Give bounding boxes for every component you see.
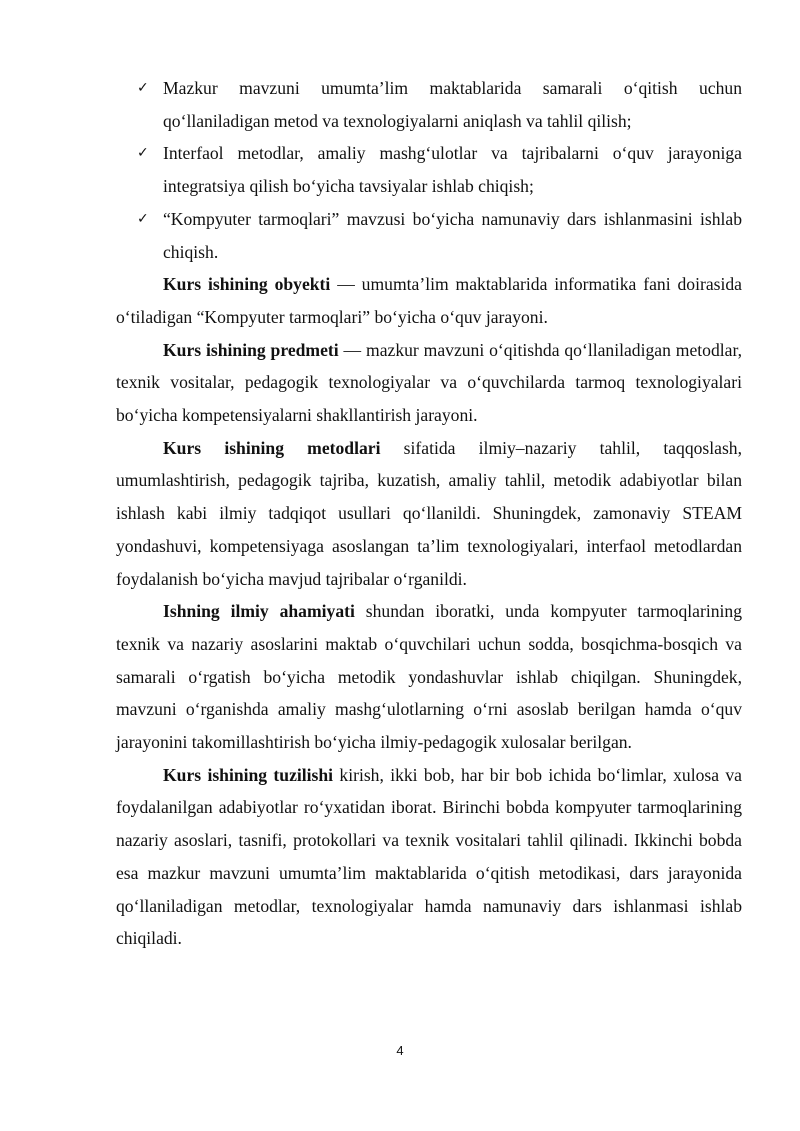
check-icon: ✓ <box>137 145 149 162</box>
paragraph-heading: Kurs ishining tuzilishi <box>163 764 334 785</box>
paragraph-text: sifatida ilmiy–nazariy tahlil, taqqoslash, umumlashtirish, pedagogik tajriba, kuzatish, amaliy tahlil, metodik adabiyotlar bilan ishlash kabi ilmiy tadqiqot usullari qo‘llanildi. Shuningdek, zamonaviy STEAM yondashuvi, kompetensiyaga asoslangan ta’lim texnologiyalari, interfaol metodlardan foydalanish bo‘yicha mavjud tajribalar o‘rganildi. <box>116 437 743 589</box>
paragraph-text: shundan iboratki, unda kompyuter tarmoqlarining texnik va nazariy asoslarini maktab o‘quvchilari uchun sodda, bosqichma-bosqich va samarali o‘rgatish bo‘yicha metodik yondashuvlar ishlab chiqilgan. Shuningdek, mavzuni o‘rganishda amaliy mashg‘ulotlarning o‘rni asoslab berilgan hamda o‘quv jarayonini takomillashtirish bo‘yicha ilmiy-pedagogik xulosalar berilgan. <box>116 601 742 753</box>
check-icon: ✓ <box>137 80 149 96</box>
list-item-text: Mazkur mavzuni umumta’lim maktablarida samarali o‘qitish uchun qo‘llaniladigan metod va texnologiyalarni aniqlash va tahlil qilish; <box>163 78 742 131</box>
list-item-text: Interfaol metodlar, amaliy mashg‘ulotlar va tajribalarni o‘quv jarayoniga integratsiya qilish bo‘yicha tavsiyalar ishlab chiqish; <box>163 143 742 197</box>
list-item-text: “Kompyuter tarmoqlari” mavzusi bo‘yicha namunaviy dars ishlanmasini ishlab chiqish. <box>163 208 742 262</box>
document-page <box>116 72 742 955</box>
paragraph-subject <box>116 334 742 432</box>
paragraph-heading: Kurs ishining metodlari <box>163 437 381 458</box>
paragraph-text: kirish, ikki bob, har bir bob ichida bo‘limlar, xulosa va foydalanilgan adabiyotlar ro‘yxatidan iborat. Birinchi bobda kompyuter tarmoqlarining nazariy asoslari, tasnifi, protokollari va texnik vositalari tahlil qilinadi. Ikkinchi bobda esa mazkur mavzuni umumta’lim maktablarida o‘qitish metodikasi, dars jarayonida qo‘llaniladigan metodlar, texnologiyalar hamda namunaviy dars ishlanmasi ishlab chiqiladi. <box>116 764 742 949</box>
list-item <box>116 72 742 137</box>
paragraph-structure <box>116 759 742 955</box>
list-item <box>116 203 742 268</box>
page-number: 4 <box>396 1043 404 1058</box>
paragraph-text: — mazkur mavzuni o‘qitishda qo‘llaniladigan metodlar, texnik vositalar, pedagogik texnologiyalar va o‘quvchilarda tarmoq texnologiyalari bo‘yicha kompetensiyalarni shakllantirish jarayoni. <box>116 339 743 426</box>
paragraph-significance <box>116 595 742 759</box>
check-icon: ✓ <box>137 210 149 227</box>
paragraph-object <box>116 268 742 333</box>
list-item <box>116 137 742 202</box>
paragraph-text: — umumta’lim maktablarida informatika fani doirasida o‘tiladigan “Kompyuter tarmoqlari” bo‘yicha o‘quv jarayoni. <box>116 274 742 327</box>
paragraph-heading: Kurs ishining predmeti <box>163 339 339 360</box>
paragraph-heading: Kurs ishining obyekti <box>163 274 331 295</box>
paragraph-heading: Ishning ilmiy ahamiyati <box>163 601 355 622</box>
paragraph-methods <box>116 432 742 596</box>
